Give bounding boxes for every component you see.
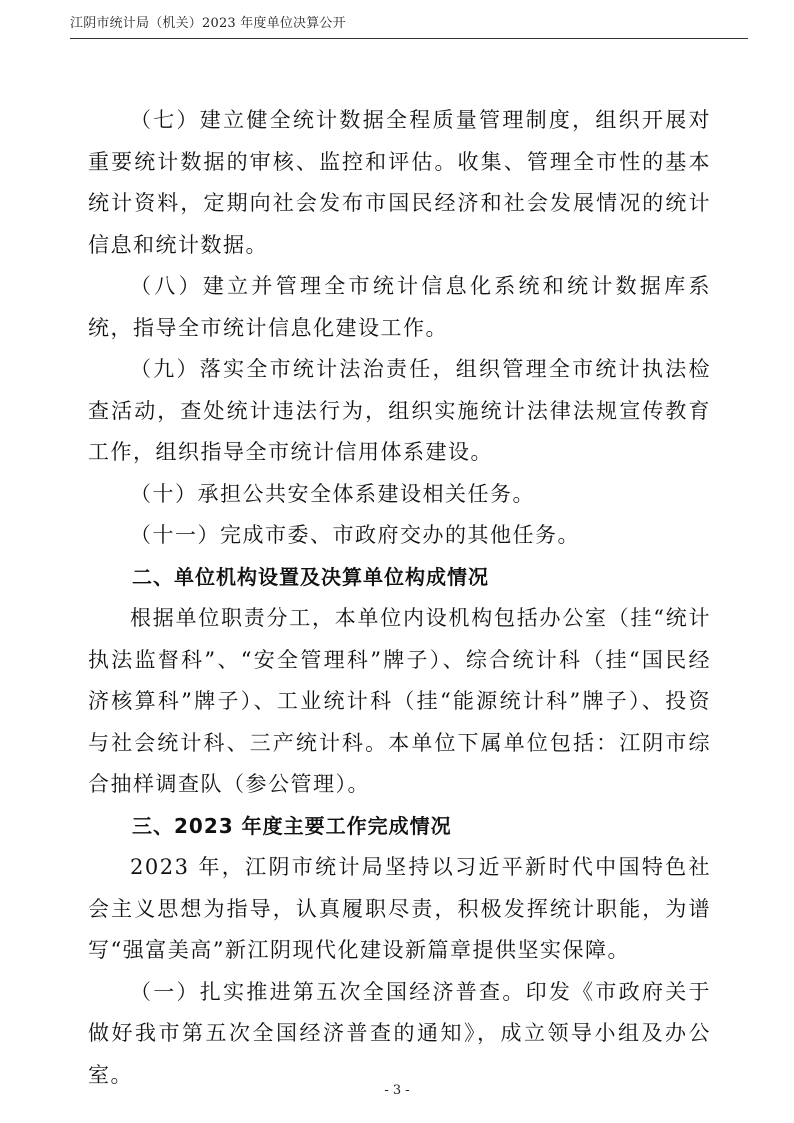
paragraph-2023-summary: 2023 年，江阴市统计局坚持以习近平新时代中国特色社会主义思想为指导，认真履职尽责，积极发挥统计职能，为谱写“强富美高”新江阴现代化建设新篇章提供坚实保障。 (88, 855, 711, 962)
paragraph-duty-11: （十一）完成市委、市政府交办的其他任务。 (130, 523, 580, 547)
document-body (88, 100, 711, 1096)
header-divider (70, 38, 748, 39)
page-number: - 3 - (384, 1083, 410, 1098)
header-title: 江阴市统计局（机关）2023 年度单位决算公开 (70, 16, 346, 31)
section-heading-2: 二、单位机构设置及决算单位构成情况 (132, 564, 489, 589)
page-header (70, 6, 748, 32)
paragraph-organization: 根据单位职责分工，本单位内设机构包括办公室（挂“统计执法监督科”、“安全管理科”牌子）、综合统计科（挂“国民经济核算科”牌子）、工业统计科（挂“能源统计科”牌子）、投资与社会统计科、三产统计科。本单位下属单位包括：江阴市综合抽样调查队（参公管理）。 (88, 606, 711, 796)
paragraph-duty-7: （七）建立健全统计数据全程质量管理制度，组织开展对重要统计数据的审核、监控和评估。收集、管理全市性的基本统计资料，定期向社会发布市国民经济和社会发展情况的统计信息和统计数据。 (88, 108, 711, 257)
paragraph-duty-9: （九）落实全市统计法治责任，组织管理全市统计执法检查活动，查处统计违法行为，组织实施统计法律法规宣传教育工作，组织指导全市统计信用体系建设。 (88, 357, 711, 464)
paragraph-duty-8: （八）建立并管理全市统计信息化系统和统计数据库系统，指导全市统计信息化建设工作。 (88, 274, 711, 340)
paragraph-census: （一）扎实推进第五次全国经济普查。印发《市政府关于做好我市第五次全国经济普查的通知》，成立领导小组及办公室。 (88, 979, 711, 1087)
section-heading-3: 三、2023 年度主要工作完成情况 (132, 813, 452, 838)
paragraph-duty-10: （十）承担公共安全体系建设相关任务。 (130, 481, 535, 506)
